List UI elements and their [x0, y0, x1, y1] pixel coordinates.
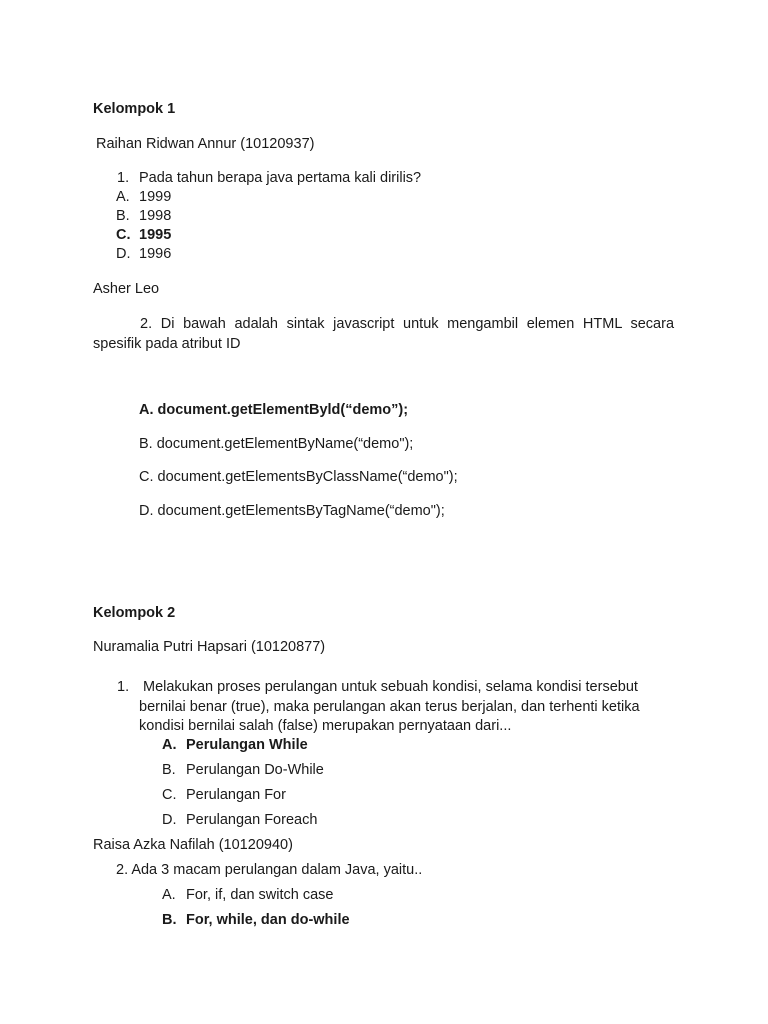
list-item: D. 1996 [116, 246, 172, 262]
group2-q2: 2. Ada 3 macam perulangan dalam Java, yaitu.. [116, 862, 423, 878]
question-number: 2. [140, 316, 153, 332]
list-item: C. document.getElementsByClassName(“demo"); [139, 469, 458, 485]
group1-heading: Kelompok 1 [93, 101, 176, 117]
correct-answer: A. Perulangan While [162, 737, 308, 753]
list-item: A. 1999 [116, 189, 172, 205]
question-text: Melakukan proses perulangan untuk sebuah kondisi, selama kondisi tersebut bernilai benar (true), maka perulangan akan terus berjalan, dan terhenti ketika kondisi bernilai salah (false) merupakan pernyataan dari... [139, 679, 640, 734]
correct-answer: B. For, while, dan do-while [162, 912, 350, 928]
list-item: B. 1998 [116, 208, 172, 224]
group2-q1 [117, 678, 675, 737]
list-item: D. document.getElementsByTagName(“demo"); [139, 503, 445, 519]
correct-answer: C. 1995 [116, 227, 172, 243]
list-item: D. Perulangan Foreach [162, 812, 318, 828]
group1-q1 [117, 170, 421, 186]
group1-author1: Raihan Ridwan Annur (10120937) [96, 136, 315, 152]
list-item: A. For, if, dan switch case [162, 887, 334, 903]
list-item: B. document.getElementByName(“demo"); [139, 436, 414, 452]
group1-author2: Asher Leo [93, 281, 160, 297]
question-number: 1. [117, 170, 130, 186]
group2-heading: Kelompok 2 [93, 605, 176, 621]
correct-answer: A. document.getElementByld(“demo”); [139, 402, 409, 418]
list-item: C. Perulangan For [162, 787, 286, 803]
list-item: B. Perulangan Do-While [162, 762, 324, 778]
question-number: 1. [117, 679, 130, 695]
group2-author2: Raisa Azka Nafilah (10120940) [93, 837, 293, 853]
question-text: Di bawah adalah sintak javascript untuk mengambil elemen HTML secara spesifik pada atribut ID [93, 316, 675, 352]
group2-author1: Nuramalia Putri Hapsari (10120877) [93, 639, 326, 655]
group1-q2 [93, 315, 674, 354]
question-text: Pada tahun berapa java pertama kali dirilis? [139, 170, 422, 186]
